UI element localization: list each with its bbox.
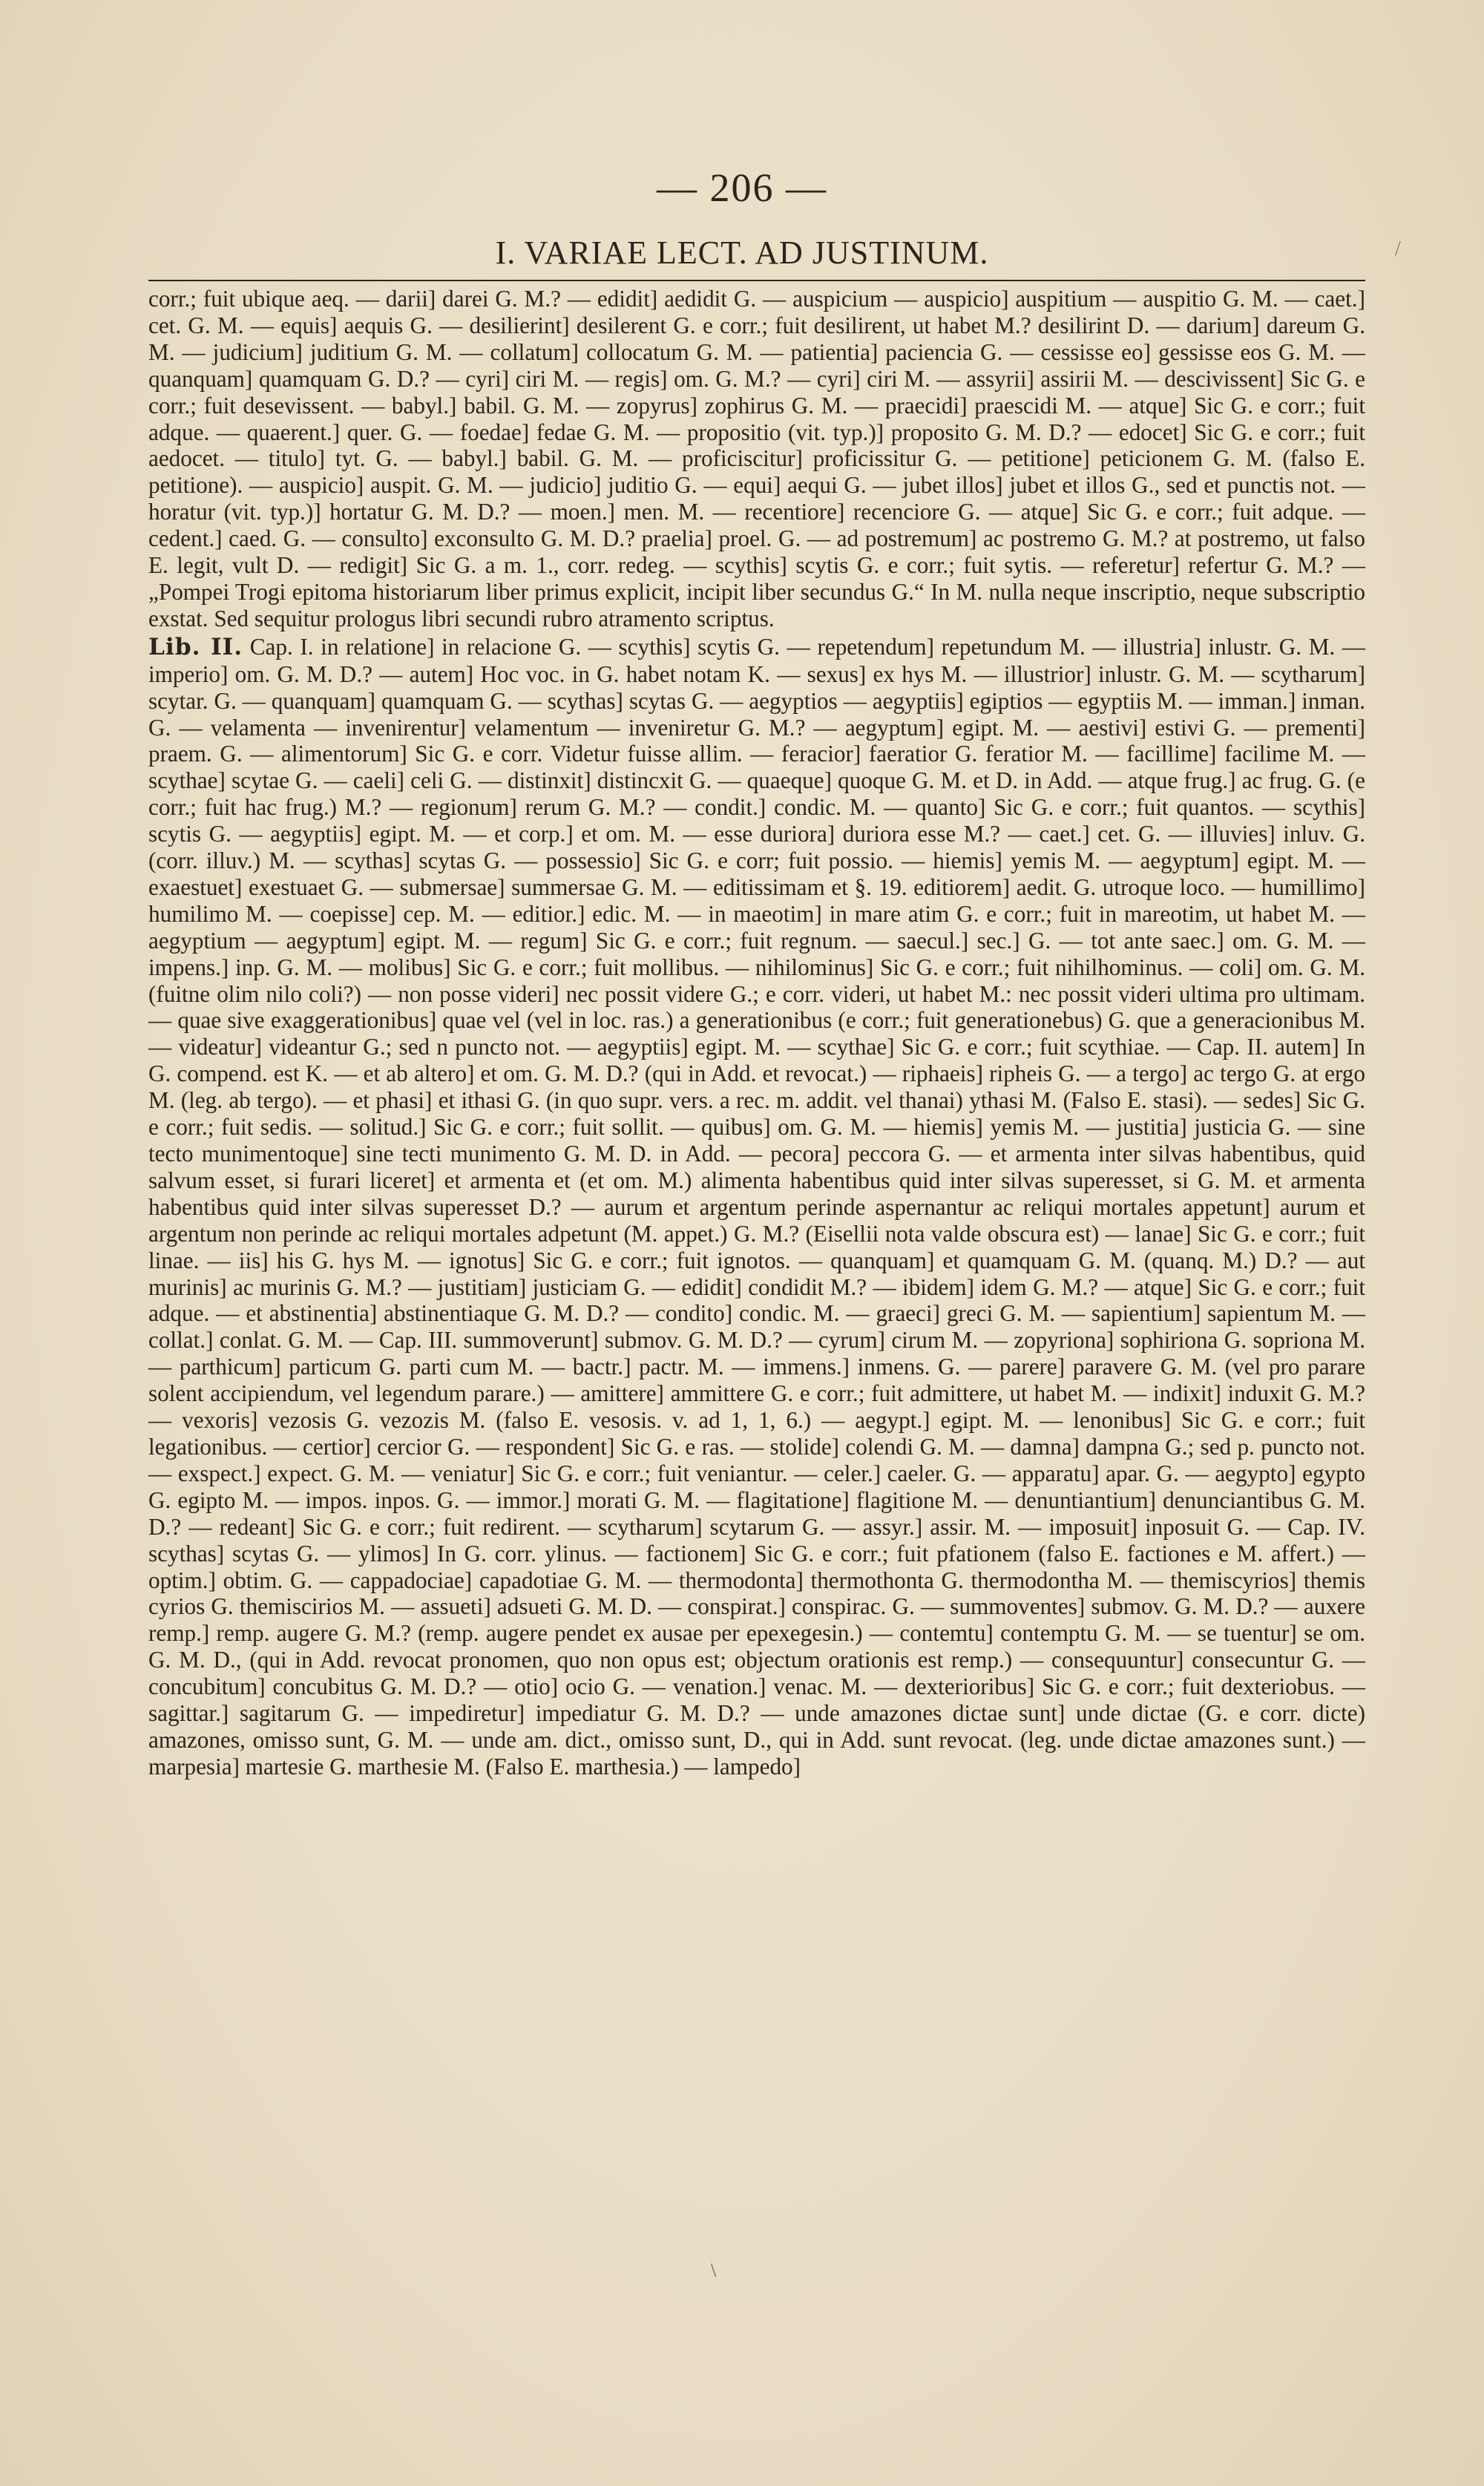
header-rule <box>148 280 1365 281</box>
page-number: — 206 — <box>657 165 827 210</box>
apparatus-text <box>148 286 1365 1780</box>
footer-mark: \ <box>711 2260 717 2281</box>
paragraph-book-2 <box>148 634 1365 1780</box>
edge-mark: / <box>1395 237 1401 260</box>
paragraph-book-2-text: Cap. I. in relatione] in relacione G. — scythis] scytis G. — repetendum] repetundum M. — illustria] inlustr. G. M. — imperio] om. G. M. D.? — autem] Hoc voc. in G. habet notam K. — sexus] ex hys M. — illustrior] inlustr. G. M. — scytharum] scytar. G. — quanquam] quamquam G. — scythas] scytas G. — aegyptios — aegyptiis] egiptios — egyptiis M. — imman.] inman. G. — velamenta — invenirentur] velamentum — inveniretur G. M.? — aegyptum] egipt. M. — aestivi] estivi G. — prementi] praem. G. — alimentorum] Sic G. e corr. Videtur fuisse allim. — feracior] faeratior G. feratior M. — facillime] facilime M. — scythae] scytae G. — caeli] celi G. — distinxit] distincxit G. — quaeque] quoque G. M. et D. in Add. — atque frug.] ac frug. G. (e corr.; fuit hac frug.) M.? — regionum] rerum G. M.? — condit.] condic. M. — quanto] Sic G. e corr.; fuit quantos. — scythis] scytis G. — aegyptiis] egipt. M. — et corp.] et om. M. — esse duriora] duriora esse M.? — caet.] cet. G. — illuvies] inluv. G. (corr. illuv.) M. — scythas] scytas G. — possessio] Sic G. e corr; fuit possio. — hiemis] yemis M. — aegyptum] egipt. M. — exaestuet] exestuaet G. — submersae] summersae G. M. — editissimam et §. 19. editiorem] aedit. G. utroque loco. — humillimo] humilimo M. — coepisse] cep. M. — editior.] edic. M. — in maeotim] in mare atim G. e corr.; fuit in mareotim, ut habet M. — aegyptium — aegyptum] egipt. M. — regum] Sic G. e corr.; fuit regnum. — saecul.] sec.] G. — tot ante saec.] om. G. M. — impens.] inp. G. M. — molibus] Sic G. e corr.; fuit mollibus. — nihilominus] Sic G. e corr.; fuit nihilhominus. — coli] om. G. M. (fuitne olim nilo coli?) — non posse videri] nec possit videre G.; e corr. videri, ut habet M.: nec possit videri ultima pro ultimam. — quae sive exaggerationibus] quae vel (vel in loc. ras.) a generationibus (e corr.; fuit generationebus) G. que a generacionibus M. — videatur] videantur G.; sed n puncto not. — aegyptiis] egipt. M. — scythae] Sic G. e corr.; fuit scythiae. — Cap. II. autem] In G. compend. est K. — et ab altero] et om. G. M. D.? (qui in Add. et revocat.) — riphaeis] ripheis G. — a tergo] ac tergo G. at ergo M. (leg. ab tergo). — et phasi] et ithasi G. (in quo supr. vers. a rec. m. addit. vel thanai) ythasi M. (Falso E. stasi). — sedes] Sic G. e corr.; fuit sedis. — solitud.] Sic G. e corr.; fuit sollit. — quibus] om. G. M. — hiemis] yemis M. — justitia] justicia G. — sine tecto munimentoque] sine tecti munimento G. M. D. in Add. — pecora] peccora G. — et armenta inter silvas habentibus, quid salvum esset, si furari liceret] et armenta et (et om. M.) alimenta habentibus quid inter silvas superesset, si G. M. et armenta habentibus quid inter silvas superesset D.? — aurum et argentum perinde aspernantur ac reliqui mortales appetunt] aurum et argentum non perinde ac reliqui mortales adpetunt (M. appet.) G. M.? (Eisellii nota valde obscura est) — lanae] Sic G. e corr.; fuit linae. — iis] his G. hys M. — ignotus] Sic G. e corr.; fuit ignotos. — quanquam] et quamquam G. M. (quanq. M.) D.? — aut murinis] ac murinis G. M.? — justitiam] justiciam G. — edidit] condidit M.? — ibidem] idem G. M.? — atque] Sic G. e corr.; fuit adque. — et abstinentia] abstinentiaque G. M. D.? — condito] condic. M. — graeci] greci G. M. — sapientium] sapientum M. — collat.] conlat. G. M. — Cap. III. summoverunt] submov. G. M. D.? — cyrum] cirum M. — zopyriona] sophiriona G. sopriona M. — parthicum] particum G. parti cum M. — bactr.] pactr. M. — immens.] inmens. G. — parere] paravere G. M. (vel pro parare solent accipiendum, vel legendum parare.) — amittere] ammittere G. e corr.; fuit admittere, ut habet M. — indixit] induxit G. M.? — vexoris] vezosis G. vezozis M. (falso E. vesosis. v. ad 1, 1, 6.) — aegypt.] egipt. M. — lenonibus] Sic G. e corr.; fuit legationibus. — certior] cercior G. — respondent] Sic G. e ras. — stolide] colendi G. M. — damna] dampna G.; sed p. puncto not. — exspect.] expect. G. M. — veniatur] Sic G. e corr.; fuit veniantur. — celer.] caeler. G. — apparatu] apar. G. — aegypto] egypto G. egipto M. — impos. inpos. G. — immor.] morati G. M. — flagitatione] flagitione M. — denuntiantium] denunciantibus G. M. D.? — redeant] Sic G. e corr.; fuit redirent. — scytharum] scytarum G. — assyr.] assir. M. — imposuit] inposuit G. — Cap. IV. scythas] scytas G. — ylimos] In G. corr. ylinus. — factionem] Sic G. e corr.; fuit pfationem (falso E. factiones e M. affert.) — optim.] obtim. G. — cappadociae] capadotiae G. M. — thermodonta] thermothonta G. thermodontha M. — themiscyrios] themis cyrios G. themiscirios M. — assueti] adsueti G. M. D. — conspirat.] conspirac. G. — summoventes] submov. G. M. D.? — auxere remp.] remp. augere G. M.? (remp. augere pendet ex ausae per epexegesin.) — contemtu] contemptu G. M. — se tuentur] se om. G. M. D., (qui in Add. revocat pronomen, quo non opus est; objectum orationis est remp.) — consequuntur] consecuntur G. — concubitum] concubitus G. M. D.? — otio] ocio G. — venation.] venac. M. — dexterioribus] Sic G. e corr.; fuit dexteriobus. — sagittar.] sagitarum G. — impediretur] impediatur G. M. D.? — unde amazones dictae sunt] unde dictae (G. e corr. dicte) amazones, omisso sunt, G. M. — unde am. dict., omisso sunt, D., qui in Add. sunt revocat. (leg. unde dictae amazones sunt.) — marpesia] martesie G. marthesie M. (Falso E. marthesia.) — lampedo] <box>148 633 1366 1780</box>
paragraph-book-1-end: corr.; fuit ubique aeq. — darii] darei G. M.? — edidit] aedidit G. — auspicium — auspicio] auspitium — auspitio G. M. — caet.] cet. G. M. — equis] aequis G. — desilierint] desilerent G. e corr.; fuit desilirent, ut habet M.? desilirint D. — darium] dareum G. M. — judicium] juditium G. M. — collatum] collocatum G. M. — patientia] paciencia G. — cessisse eo] gessisse eos G. M. — quanquam] quamquam G. D.? — cyri] ciri M. — regis] om. G. M.? — cyri] ciri M. — assyrii] assirii M. — descivissent] Sic G. e corr.; fuit desevissent. — babyl.] babil. G. M. — zopyrus] zophirus G. M. — praecidi] praescidi M. — atque] Sic G. e corr.; fuit adque. — quaerent.] quer. G. — foedae] fedae G. M. — propositio (vit. typ.)] proposito G. M. D.? — edocet] Sic G. e corr.; fuit aedocet. — titulo] tyt. G. — babyl.] babil. G. M. — proficiscitur] proficissitur G. — petitione] peticionem G. M. (falso E. petitione). — auspicio] auspit. G. M. — judicio] juditio G. — equi] aequi G. — jubet illos] jubet et illos G., sed et punctis not. — horatur (vit. typ.)] hortatur G. M. D.? — moen.] men. M. — recentiore] recenciore G. — atque] Sic G. e corr.; fuit adque. — cedent.] caed. G. — consulto] exconsulto G. M. D.? praelia] proel. G. — ad postremum] ac postremo G. M.? at postremo, ut falso E. legit, vult D. — redigit] Sic G. a m. 1., corr. redeg. — scythis] scytis G. e corr.; fuit sytis. — referetur] refertur G. M.? — „Pompei Trogi epitoma historiarum liber primus explicit, incipit liber secundus G.“ In M. nulla neque inscriptio, neque subscriptio exstat. Sed sequitur prologus libri secundi rubro atramento scriptus. <box>148 286 1365 632</box>
running-head: I. VARIAE LECT. AD JUSTINUM. <box>495 235 989 271</box>
book-label: Lib. II. <box>148 633 243 660</box>
